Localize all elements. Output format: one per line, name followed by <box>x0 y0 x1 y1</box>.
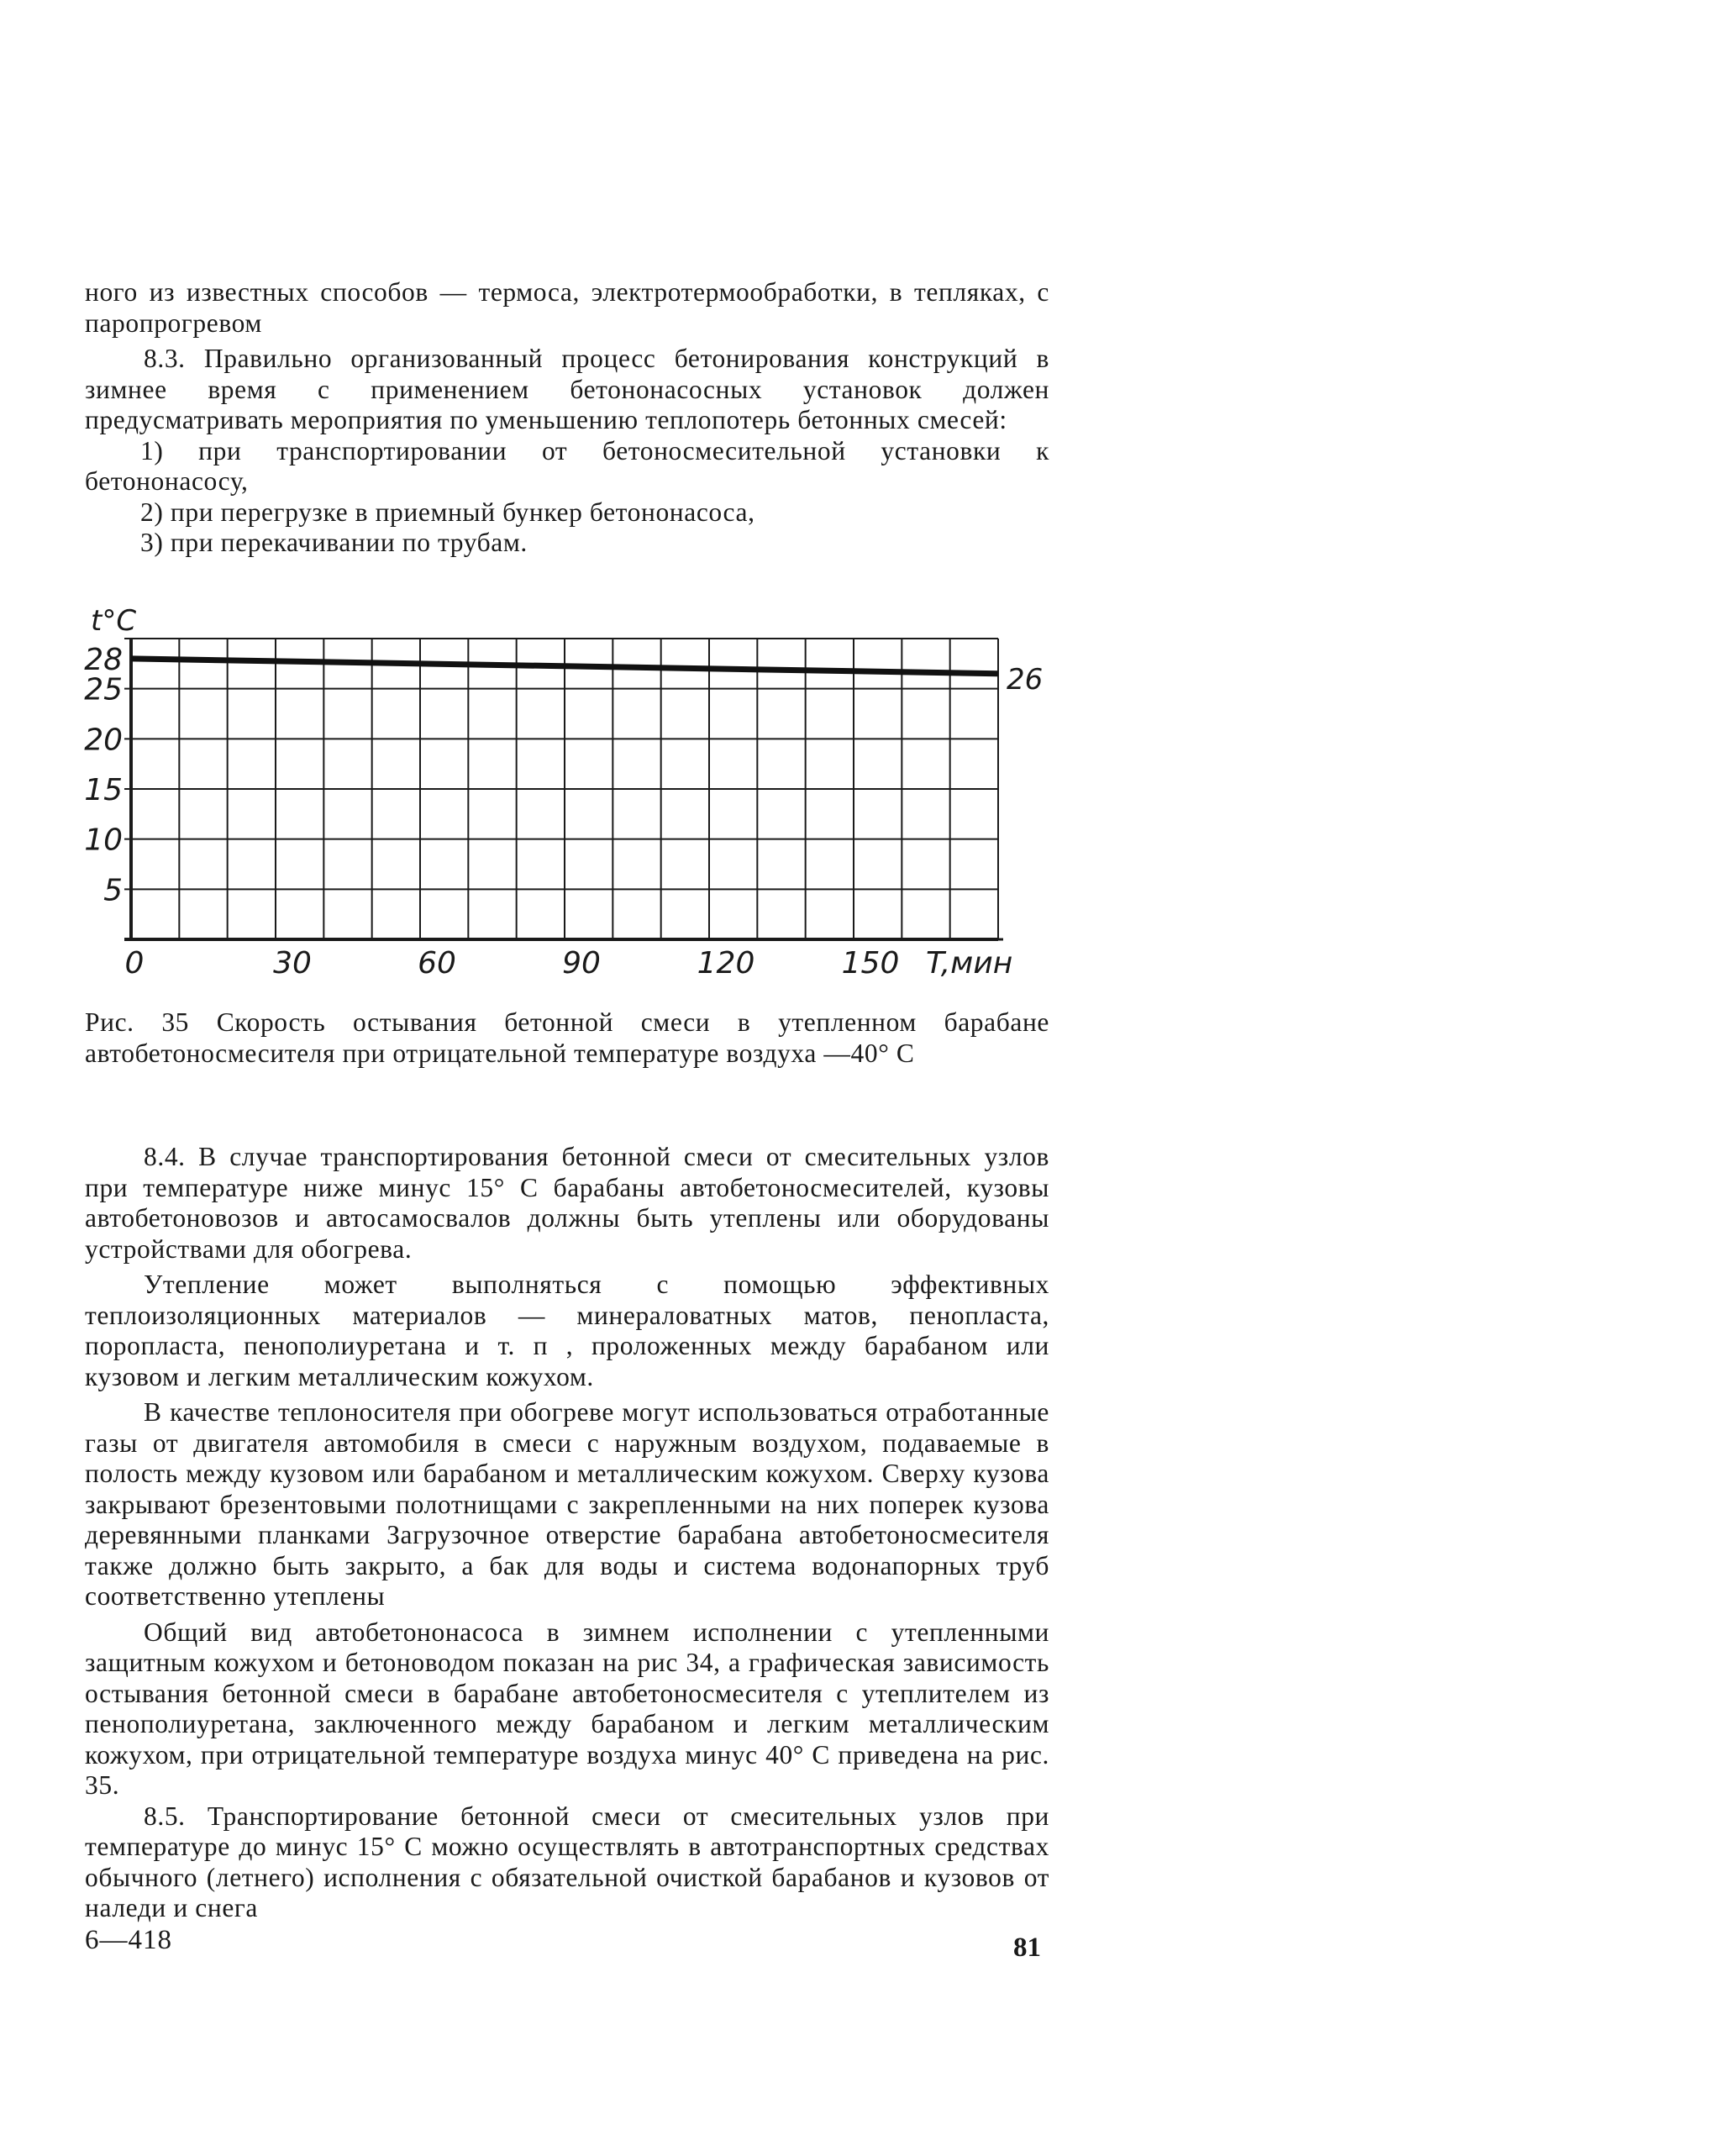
list-item: 2) при перегрузке в приемный бункер бетононасоса, <box>140 497 755 527</box>
x-tick-labels <box>125 946 900 981</box>
y-tick-label: 28 <box>84 642 123 677</box>
x-tick-label: 0 <box>124 946 145 981</box>
page-number: 81 <box>1013 1933 1041 1963</box>
y-tick-labels <box>84 643 123 907</box>
y-tick-label: 5 <box>103 873 123 908</box>
x-axis-label: T,мин <box>926 946 1013 981</box>
x-tick-label: 60 <box>418 946 456 981</box>
x-tick-label: 90 <box>562 946 601 981</box>
x-tick-label: 150 <box>841 946 900 981</box>
list-item: 3) при перекачивании по трубам. <box>140 528 528 557</box>
y-tick-label: 15 <box>84 773 123 807</box>
paragraph-general-view: Общий вид автобетононасоса в зимнем исполнении с утепленными защитным кожухом и бетоноводом показан на рис 34, а графическая зависимость остывания бетонной смеси в барабане автобетоносмесителя с утеплителем из пенополиуретана, заключенного между барабаном и легким металлическим кожухом, при отрицательной температуре воздуха минус 40° С приведена на рис. 35. <box>85 1617 1049 1800</box>
paragraph-heat-carrier: В качестве теплоносителя при обогреве могут использоваться отработанные газы от двигателя автомобиля в смеси с наружным воздухом, подаваемые в полость между кузовом или барабаном и металлическим кожухом. Сверху кузова закрывают брезентовыми полотнищами с закрепленными на них поперек кузова деревянными планками Загрузочное отверстие барабана автобетоносмесителя также должно быть закрыто, а бак для воды и система водонапорных труб соответственно утеплены <box>85 1397 1049 1611</box>
end-value-label: 26 <box>1007 663 1044 697</box>
cooling-chart <box>76 603 1050 990</box>
paragraph-8-5: 8.5. Транспортирование бетонной смеси от смесительных узлов при температуре до минус 15° С можно осуществлять в автотранспортных средствах обычного (летнего) исполнения с обязательной очисткой барабанов и кузовов от наледи и снега <box>85 1801 1049 1922</box>
paragraph-8-3: 8.3. Правильно организованный процесс бетонирования конструкций в зимнее время с применением бетононасосных установок должен предусматривать мероприятия по уменьшению теплопотерь бетонных смесей: <box>85 344 1049 434</box>
paragraph-continuation: ного из известных способов — термоса, электротермообработки, в тепляках, с паропрогревом <box>85 277 1049 338</box>
paragraph-8-4: 8.4. В случае транспортирования бетонной смеси от смесительных узлов при температуре ниже минус 15° С барабаны автобетоносмесителей, кузовы автобетоновозов и автосамосвалов должны быть утеплены или оборудованы устройствами для обогрева. <box>85 1142 1049 1264</box>
figure-caption <box>85 1007 1049 1069</box>
y-tick-label: 25 <box>84 672 123 707</box>
y-tick-label: 20 <box>84 723 123 758</box>
bottom-text-block <box>85 1142 1049 1924</box>
print-signature: 6—418 <box>85 1925 172 1955</box>
caption-text: Рис. 35 Скорость остывания бетонной смеси в утепленном барабане автобетоносмесителя при отрицательной температуре воздуха —40° С <box>85 1007 1049 1068</box>
list-item: 1) при транспортировании от бетоносмесительной установки к бетононасосу, <box>85 435 1049 496</box>
y-tick-label: 10 <box>84 823 123 858</box>
x-tick-label: 30 <box>273 946 312 981</box>
chart-grid <box>124 639 1003 939</box>
y-axis-label: t°C <box>91 604 137 638</box>
top-text-block <box>85 277 1049 559</box>
paragraph-insulation: Утепление может выполняться с помощью эффективных теплоизоляционных материалов — минераловатных матов, пенопласта, поропласта, пенополиуретана и т. п , проложенных между барабаном или кузовом и легким металлическим кожухом. <box>85 1270 1049 1391</box>
x-tick-label: 120 <box>697 946 755 981</box>
